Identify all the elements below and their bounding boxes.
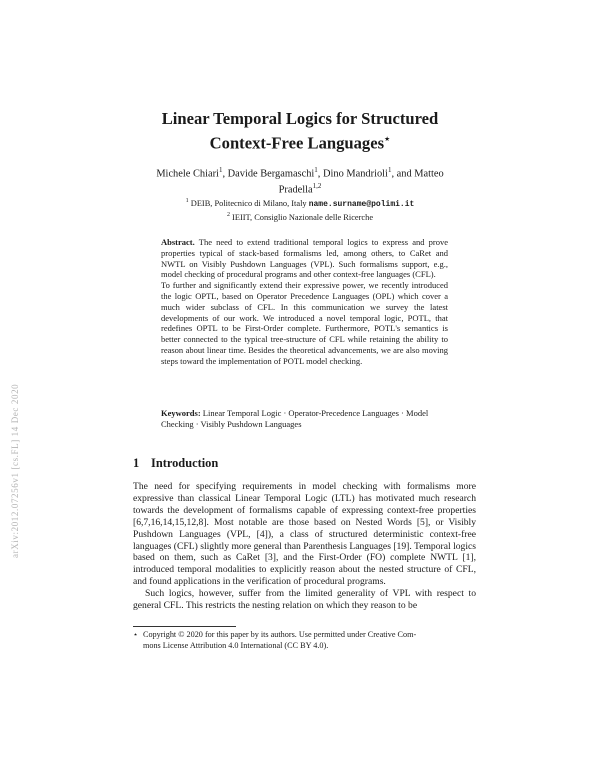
keywords [161,408,448,430]
body-paragraph-1: The need for specifying requirements in model checking with formalisms more expressive than classical Linear Temporal Logic (LTL) has motivated much research towards the development of formalisms capable of expressing context-free properties [6,7,16,14,15,12,8]. Most notable are those based on Nested Words [5], or Visibly Pushdown Languages (VPL, [4]), a class of structured deterministic context-free languages (CFL) slightly more general than Parenthesis Languages [19]. Temporal logics based on them, such as CaRet [3], and the First-Order (FO) complete NWTL [1], introduced temporal modalities to explicitly reason about the nested structure of CFL, and found applications in the verification of procedural programs. [133,481,476,588]
footnote-text-2: mons License Attribution 4.0 International (CC BY 4.0). [143,640,329,650]
footnote-rule [133,626,236,627]
author-2: Davide Bergamaschi [227,168,315,180]
title-line-2-text: Context-Free Languages [209,133,385,153]
affiliation-2-mark: 2 [226,211,230,218]
footnote-mark: ⋆ [133,630,139,639]
title-line-2 [0,129,600,154]
affiliation-2-text: IEIIT, Consiglio Nazionale delle Ricerche [232,212,374,222]
footnote-text-1: Copyright © 2020 for this paper by its authors. Use permitted under Creative Com- [143,630,417,639]
author-4-affil: 1,2 [312,182,322,191]
section-body [133,481,476,612]
affiliation-1-text: DEIB, Politecnico di Milano, Italy [190,198,307,208]
section-heading [133,456,218,471]
abstract-paragraph-2: To further and significantly extend their expressive power, we recently introduced the logic OPTL, based on Operator Precedence Languages (OPL) which cover a much wider subclass of CFL. In this communication we survey the latest developments of our work. We introduced a novel temporal logic, POTL, that redefines OPTL to be First-Order complete. Furthermore, POTL's semantics is better connected to the typical tree-structure of CFL while retaining the ability to reason about linear time. Besides the theoretical advancements, we are also moving steps toward the implementation of POTL model checking. [161,280,448,366]
author-2-affil: 1 [314,166,318,174]
paper-title [0,108,600,154]
author-4: and Matteo Pradella [278,168,444,196]
abstract-text-1: The need to extend traditional temporal logics to express and prove properties typical of stack-based formalisms led, among others, to CaRet and NWTL on Visibly Pushdown Languages (VPL). Such formalisms support, e.g., model checking of procedural programs and other context-free languages (CFL). [161,237,448,280]
title-line-1: Linear Temporal Logics for Structured [161,109,439,128]
footnote [133,630,476,651]
section-title: Introduction [151,456,219,470]
abstract-label: Abstract. [161,237,195,247]
author-1-affil: 1 [218,166,223,174]
affiliations [0,196,600,223]
author-3: Dino Mandrioli [323,168,388,180]
title-footnote-star: ⋆ [384,134,391,145]
keywords-label: Keywords: [161,408,201,418]
arxiv-side-stamp: arXiv:2012.07256v1 [cs.FL] 14 Dec 2020 [10,383,20,558]
abstract [161,237,448,367]
affiliation-2 [0,210,600,223]
section-number: 1 [133,456,140,470]
body-paragraph-2: Such logics, however, suffer from the limited generality of VPL with respect to general CFL. This restricts the nesting relation on which they reason to be [133,588,476,612]
abstract-paragraph-1 [161,237,448,280]
author-3-affil: 1 [387,166,392,174]
affiliation-1 [0,196,600,210]
author-1: Michele Chiari [156,168,219,180]
affiliation-1-mark: 1 [185,198,189,204]
affiliation-1-email: name.surname@polimi.it [308,199,415,209]
keywords-text: Linear Temporal Logic · Operator-Precedence Languages · Model Checking · Visibly Pushdown Languages [161,408,429,429]
author-list: Michele Chiari$^1$, Davide Bergamaschi$^1$, Dino Mandrioli$^1$, and Matteo Pradella$^{1,2}$ [156,166,444,196]
